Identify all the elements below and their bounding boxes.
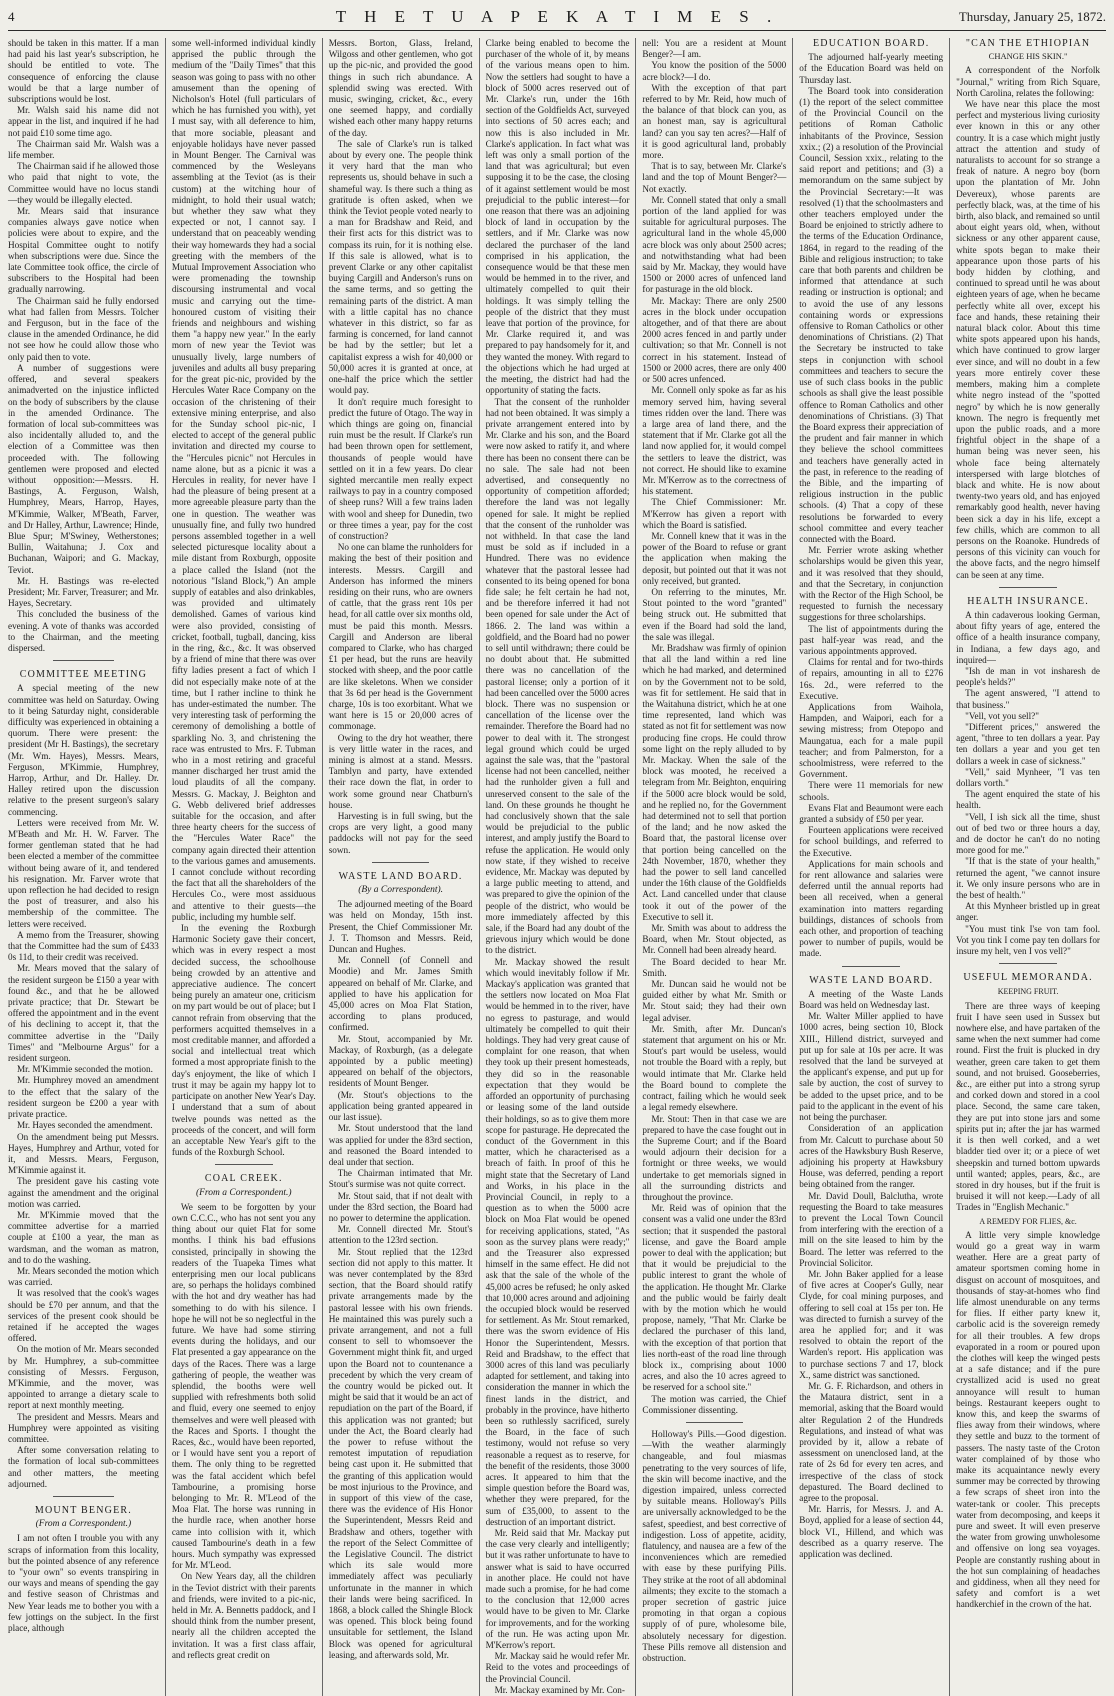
paragraph: The Chairman said Mr. Walsh was a life member. xyxy=(8,138,159,161)
paragraph: "You must tink I'se von tam fool. Vot you tink I come pay ten dollars for insure my helt, ven I vos vell?" xyxy=(956,923,1100,957)
paragraph: A little very simple knowledge would go a great way in warm weather. Here are a great party of amateur sportsmen coming home in disgust on account of mosquitoes, and thousands of stay-at-homes who find life almost unendurable on any terms for flies. If either party knew it, carbolic acid is the sovereign remedy for all their troubles. A few drops evaporated in a room or poured upon the clothes will keep the winged pests at a safe distance; and if the pure crystallized acid is used no great annoyance will result to human beings. Restaurant keepers ought to know this, and keep the swarms of flies away from their windows, where they settle and buzz to the torment of passers. The nasty taste of the Croton water complained of by those who make its acquaintance newly every summer may be corrected by throwing a few scraps of sheet iron into the water-tank or cooler. This precepts water from decomposing, and keeps it pure and sweet. It will even preserve the water from growing unwholesome and offensive on long sea voyages. People are constantly rushing about in the hot sun complaining of headaches and giddiness, when all they need for safety and comfort is a wet handkerchief in the crown of the hat. xyxy=(956,1229,1100,1610)
paragraph: The agent answered, "I attend to that business." xyxy=(956,688,1100,710)
paragraph: Mr. Walter Miller applied to have 1000 acres, being section 10, Block XIII., Hillend district, surveyed and put up for sale at 10s per acre. It was resolved that the land be surveyed at the applicant's expense, and put up for sale by auction, the cost of survey to be added to the upset price, and to be paid to the applicant in the event of his not being the purchaser. xyxy=(799,1011,944,1123)
paragraph: The Chief Commissioner: Mr. M'Kerrow has given a report with which the Board is satisfied. xyxy=(642,497,787,530)
paragraph: The Board took into consideration (1) the report of the select committee of the Provincial Council on the petitions of Roman Catholic inhabitants of the Province, Session xxix.; (2) a resolution of the Provincial Council, Session xxix., relating to the said report and petitions; and (3) a memorandum on the same subject by the Provincial Secretary:—It was resolved (1) that the schoolmasters and other teachers employed under the Board be enjoined to strictly adhere to the terms of the Education Ordinance, 1864, in regard to the reading of the Bible and religious instruction; to take care that both parents and children be informed that attendance at such reading or instruction is optional; and to avoid the use of any lessons containing words or expressions offensive to Roman Catholics or other denominations of Christians. (2) That the Secretary be instructed to take steps in conjunction with school committees and teachers to secure the use of such class books in the public schools as shall give the least possible offence to Roman Catholics and other denominations of Christians. (3) That the Board express their appreciation of the prudent and fair manner in which they believe the school committees and teachers have generally acted in the past, in reference to the reading of the Bible, and the imparting of religious instruction in the public schools. (4) That a copy of these resolutions be forwarded to every school committee and every teacher connected with the Board. xyxy=(799,85,944,544)
section-subheading: CHANGE HIS SKIN." xyxy=(988,51,1068,62)
paragraph: There are three ways of keeping fruit I have seen used in Sussex but nowhere else, and have partaken of the same when the next summer had come round. First the fruit is plucked in dry weather, green care taken to get them sound, and not bruised. Gooseberries, &c., are either put into a strong syrup and corked down and stored in a cool place. Second, the same care taken, they are put into stone jars and some spirits put in; after the jar has warmed it is then well corked, and a wet bladder tied over it; or a piece of wet sheepskin and turned bottom upwards until wanted; apples, pears, &c., are stored in dry houses, but if the fruit is bruised it will not keep.—Lady of all Trades in "English Mechanic." xyxy=(956,1000,1100,1213)
paragraph: Mr. Bradshaw was firmly of opinion that all the land within a red line which he had marked, and determined on by the Government not to be sold, was fit for settlement. He said that in the Waitahuna district, which he at one time represented, land which was stated as not fit for settlement was now producing fine crops. He could throw some light on the reply alluded to by Mr. Mackay. When the sale of the block was mooted, he received a telegram from Mr. Beighton, enquiring if the 5000 acre block would be sold, and he replied no, for the Government had determined not to sell that portion of the land; and he now asked the Board that, the pastoral license over that portion being cancelled on the 24th November, 1870, whether they had the power to sell land cancelled under the 16th clause of the Goldfields Act. Land cancelled under that clause took it out of the power of the Executive to sell it. xyxy=(642,642,787,922)
newspaper-title: T H E T U A P E K A T I M E S . xyxy=(335,7,779,26)
section-heading: EDUCATION BOARD. xyxy=(813,38,930,49)
paragraph: (Mr. Stout's objections to the application being granted appeared in our last issue). xyxy=(328,1089,473,1123)
paragraph: Mr. Reid said that Mr. Mackay put the case very clearly and intelligently; but it was rather unfortunate to have to answer what is said to have occurred in another place. He could not have made such a promise, for he had come to the conclusion that 12,000 acres would have to be given to Mr. Clarke for improvements, and for the working of the run. He was acting upon Mr. M'Kerrow's report. xyxy=(485,1528,630,1651)
paragraph: Mr. Mears said that insurance companies always gave notice when policies were about to expire, and the Hospital Committee ought to notify when subscriptions were due. Since the late Committee took office, the circle of subscribers to the Hospital had been gradually narrowing. xyxy=(8,206,159,295)
paragraph: It don't require much foresight to predict the future of Otago. The way in which things are going on, financial ruin must be the result. If Clarke's run had been thrown open for settlement, thousands of people would have settled on it in a few years. Do clear sighted mercantile men really expect railways to pay in a country composed of sheep runs? Will a few trains laden with wool and sheep for Dunedin, two or three times a year, pay for the cost of construction? xyxy=(328,396,473,541)
paragraph: A thin cadaverous looking German, about fifty years of age, entered the office of a health insurance company, in Indiana, a few days ago, and inquired— xyxy=(956,609,1100,665)
issue-date: Thursday, January 25, 1872. xyxy=(958,9,1106,24)
paragraph: I am not often I trouble you with any scraps of information from this locality, but the pointed absence of any reference to "your own" so events transpiring in our ways and means of spending the gay and festive season of Christmas and New Year leads me to bother you with a few jottings on the subject. In the first place, although xyxy=(8,1533,159,1634)
paragraph: Mr. Connell (of Connell and Moodie) and Mr. James Smith appeared on behalf of Mr. Clarke, and applied to have his application for 45,000 acres on Moa Flat Station, according to plans produced, confirmed. xyxy=(328,955,473,1033)
paragraph: That the consent of the runholder had not been obtained. It was simply a private arrangement entered into by Mr. Clarke and his son, and the Board were now asked to ratify it, and where there has been no consent there can be no sale. The sale had not been advertised, and consequently no opportunity of competition afforded; therefore the land was not legally opened for sale. It might be replied that the consent of the runholder was not withheld. In that case the land must be sold as if included in a Hundred. There was no evidence whatever that the pastoral lessee had consented to its being opened for bona fide sale; he felt certain he had not, and be therefore inferred it had not been opened for sale under the Act of 1866. 2. The land was within a goldfield, and the Board had no power to sell until withdrawn; there could be no doubt about that. He submitted there was no cancellation of the pastoral license; only a portion of it had been cancelled over the 5000 acres block. There was no suspension or cancellation of the license over the remainder. Therefore the Board had no power to deal with it. The strongest legal ground which could be urged against the sale was, that the "pastoral license had not been cancelled, neither had the runholder given a full and unreserved consent to the sale of the land. On these grounds he thought he had conclusively shown that the sale would be prejudicial to the public interest, and amply justify the Board to refuse the application. He would only now state, if they wished to receive evidence, Mr. Mackay was deputed by a large public meeting to attend, and was prepared to give the opinion of the people of the district, who would be more immediately affected by this sale, if the Board had any doubt of the grievous injury which would be done to the district. xyxy=(485,396,630,956)
paragraph: We have near this place the most perfect and mysterious living curiosity ever known in this or any other country. It is a case which might justly attract the attention and study of naturalists to account for so strange a freak of nature. A negro boy (born upon the plantation of Mr. John Devereux), whose parents are perfectly black, was, at the time of his birth, also black, and remained so until about eight years old, when, without sickness or any other apparent cause, white spots began to make their appearance upon those parts of his body hidden by clothing, and continued to spread until he was about eighteen years of age, when he became perfectly white all over, except his face and hands, these retaining their natural black color. About this time white spots appeared upon his hands, which have continued to grow larger ever since, and will no doubt in a few years more entirely cover these members, making him a complete white negro instead of the "spotted negro" by which he is now generally known. The negro is frequently met upon the public roads, and a more frightful object in the shape of a human being was never seen, his whole face being alternately interspersed with large blotches of black and white. He is now about twenty-two years old, and has enjoyed remarkably good health, never having been sick a day in his life, except a few chills, which are common to all persons on the Roanoke. Hundreds of persons of this vicinity can vouch for the above facts, and the negro himself can be seen at any time. xyxy=(956,99,1100,580)
paragraph: "Different prices," answered the agent, "three to ten dollars a year. Pay ten dollars a year and you get ten dollars a week in case of sickness." xyxy=(956,721,1100,766)
section-heading: USEFUL MEMORANDA. xyxy=(963,972,1093,984)
paragraph: There were 11 memorials for new schools. xyxy=(799,780,944,802)
paragraph: Mr. Mears seconded the motion which was carried. xyxy=(8,1265,159,1288)
paragraph: Mr. G. F. Richardson, and others in the Mataura district, sent in a memorial, asking that the Board would alter Regulation 2 of the Hundreds Regulations, and instead of what was provided by it, allow a rebate of assessment on unenclosed land, at the rate of 2s 6d for every ten acres, and irrespective of the class of stock depastured. The Board declined to agree to the proposal. xyxy=(799,1380,944,1503)
paragraph: With the exception of that part referred to by Mr. Reid, how much of the balance of that block can you, as an honest man, say is agricultural land? can you say ten acres?—Half of it is good agricultural land, probably more. xyxy=(642,82,787,161)
paragraph: On referring to the minutes, Mr. Stout pointed to the word "granted" being struck out. He submitted that even if the Board had sold the land, the sale was illegal. xyxy=(642,586,787,642)
section-heading: WASTE LAND BOARD. xyxy=(338,870,463,882)
paragraph: Mr. Connell only spoke as far as his memory served him, having several times ridden over the land. There was a large area of land there, and the statement that if Mr. Clarke got all the land now applied for, it would compel the settlers to leave the district, was not correct. He should like to examine Mr. M'Kerrow as to the correctness of his statement. xyxy=(642,385,787,497)
paragraph: Consideration of an application from Mr. Calcutt to purchase about 50 acres of the Hawksbury Bush Reserve, adjoining his property at Hawksbury House, was deferred, pending a report being obtained from the ranger. xyxy=(799,1123,944,1190)
section-byline: (By a Correspondent). xyxy=(358,885,444,896)
paragraph: A number of suggestions were offered, and several speakers animadverted on the injustice inflicted on the body of subscribers by the clause in the amended Ordinance. The formation of local sub-committees was also incidentally alluded to, and the election of a Committee was then proceeded with. The following gentlemen were proposed and elected without opposition:—Messrs. H. Bastings, A. Ferguson, Walsh, Humphrey, Mears, Harrop, Hayes, M'Kimmie, Walker, M'Beath, Farver, and Dr Halley, Arthur, Lawrence; Hinde, Blue Spur; M'Swiney, Wetherstones; Bullin, Waitahuna; J. Cox and Buchanan, Waipori; and G. Mackay, Teviot. xyxy=(8,362,159,575)
paragraph: The Chairman said he fully endorsed what had fallen from Messrs. Tolcher and Ferguson, but in the face of the clause in the amended Ordinance, he did not see how he could allow those who only paid then to vote. xyxy=(8,295,159,362)
divider xyxy=(842,966,900,967)
paragraph: "Vell," said Mynheer, "I vas ten dollars vorth." xyxy=(956,766,1100,788)
paragraph: "If that is the state of your health," returned the agent, "we cannot insure it. We only insure persons who are in the best of health." xyxy=(956,856,1100,901)
paragraph: We seem to be forgotten by your own C.C.C., who has not sent you any thing about our quiet Flat for some months. I think his bad effusions consisted, principally in showing the readers of the Tuapeka Times what enterprising men our local publicans are, so perhaps the holidays combined with the hot and dry weather has had something to do with his silence. I hope he will not be so neglectful in the future. We have had some stirring events during the holidays, and our Flat presented a gay appearance on the days of the Races. There was a large gathering of people, the weather was splendid, the booths were well supplied with refreshments both solid and fluid, every one seemed to enjoy themselves and were well pleased with the Races and Sports. I thought the Races, &c., would have been reported, or I would have sent you a report of them. The only thing to be regretted was the fatal accident which befel Tambourine, a promising horse belonging to Mr. R. M'Leod of the Moa Flat. The horse was running in the hurdle race, when another horse came into collision with it, which caused Tambourine's death in a few hours. Much sympathy was expressed for Mr. M'Leod. xyxy=(171,1201,316,1571)
paragraph: The sale of Clarke's run is talked about by every one. The people think it very hard that the man who represents us, should behave in such a shameful way. Is there such a thing as gratitude is often asked, when we think the Teviot people voted nearly to a man for Bradshaw and Reid, and their first acts for this district was to compass its ruin, for it is nothing else. If this sale is allowed, what is to prevent Clarke or any other capitalist buying Cargill and Anderson's runs on the same terms, and so getting the remaining parts of the district. A man with a little capital has no chance whatever in this district, so far as farming is concerned, for land cannot be had by the settler; but let a capitalist express a wish for 40,000 or 50,000 acres it is granted at once, at one-half the price which the settler would pay. xyxy=(328,138,473,396)
paragraph: some well-informed individual kindly apprised the public through the medium of the "Daily Times" that this season was going to pass with no other amusement than the opening of Nicholson's Hotel (full particulars of which he has furnished you with), yet I must say, with all deference to him, that more sociable, pleasant and enjoyable holidays have never passed in Mount Benger. The Carnival was commenced by the Wesleyans assembling at the Teviot (as is their custom) at the witching hour of midnight, to hold their usual watch; but whether they saw what they expected or not, I cannot say. I understand that on peaceably wending their way homewards they had a social greeting with the members of the Mutual Improvement Association who were promenading the township discoursing instrumental and vocal music and carrying out the time-honoured custom of visiting their friends and neighbours and wishing them "a happy new year." In the early morn of new year the Teviot was unusually lively, large numbers of juveniles and adults all busy preparing for the great pic-nic, provided by the Hercules Water Race Company on the occasion of the christening of their extensive mining enterprise, and also for the Sunday school pic-nic, I elected to accept of the general public invitation and directed my course to the "Hercules picnic" not Hercules in name alone, but as a picnic it was a Hercules in reality, for never have I had the pleasure of being present at a more agreeable pleasure party than the one in question. The weather was unusually fine, and fully two hundred persons assembled together in a well selected picturesque locality about a mile distant from Roxburgh, opposite a place called the Island (not the notorious "Island Block,") An ample supply of eatables and also drinkables, was provided and ultimately demolished. Games of various kind were also provided, consisting of cricket, football, tugball, dancing, kiss in the ring, &c., &c. It was observed by a friend of mine that there was over fifty ladies present a fact of which I did not especially make note of at the time, but I rather incline to think he has under-estimated the number. The very interesting task of performing the ceremony of demolishing a bottle of sparkling No. 3, and christening the race was entrusted to Mrs. F. Tubman who in a most retiring and graceful manner discharged her trust amid the loud plaudits of all the company. Messrs. G. Mackay, J. Beighton and G. Webb delivered brief addresses suitable for the occasion, and after three hearty cheers for the success of the "Hercules Water Race" the company again directed their attention to the various games and amusements. I cannot conclude without recording the fact that all the shareholders of the Hercules Co., were most assiduous and attentive to their guests—the public, including my humble self. xyxy=(171,38,316,922)
paragraph: Clarke being enabled to become the purchaser of the whole of it, by means of the various means open to him. Now the settlers had sought to have a block of 5000 acres reserved out of Mr. Clarke's run, under the 16th section of the Goldfields Act, surveyed into sections of 50 acres each; and now this is also included in Mr. Clarke's application. In fact what was left was only a small portion of the land that was agricultural; but even supposing it to be the case, the closing of it against settlement would be most prejudicial to the public interest—for one reason that there was an adjoining block of land in occupation by the settlers, and if Mr. Clarke was now declared the purchaser of the land comprised in his application, the consequence would be that these men would be hemmed in to the river, and ultimately compelled to quit their holdings. It was simply telling the people of the district that they must leave that portion of the province, for Mr. Clarke required it, and was prepared to pay handsomely for it, and they wanted the money. With regard to the objections which he had urged at the meeting, the district had had the opportunity of stating the facts. xyxy=(485,38,630,396)
column-2 xyxy=(165,38,322,1696)
divider xyxy=(999,587,1057,588)
section-subheading: KEEPING FRUIT. xyxy=(997,987,1059,997)
paragraph: Mr. M'Kimmie seconded the motion. xyxy=(17,1064,153,1075)
divider xyxy=(372,862,430,863)
divider xyxy=(53,660,113,661)
paragraph: nell: You are a resident at Mount Benger?—I am. xyxy=(642,38,787,60)
paragraph: The Chairman intimated that Mr. Stout's surmise was not quite correct. xyxy=(328,1168,473,1190)
section-heading: HEALTH INSURANCE. xyxy=(967,595,1089,607)
column-5 xyxy=(635,38,792,1696)
paragraph: Mr. Mackay: There are only 2500 acres in the block under occupation altogether, and of that there are about 2000 acres fenced in and partly under cultivation; so that Mr. Connell is not correct in his statement. Instead of 1500 or 2000 acres, there are only 400 or 500 acres unfenced. xyxy=(642,295,787,385)
paragraph: Mr. M'Kimmie moved that the committee advertise for a married couple at £100 a year, the man as wardsman, and the woman as matron, and to do the washing. xyxy=(8,1209,159,1265)
paragraph: Mr. Smith was about to address the Board, when Mr. Stout objected, as Mr. Connell had been already heard. xyxy=(642,923,787,956)
paragraph: Mr. Mears moved that the salary of the resident surgeon be £150 a year with found &c., and that he be allowed private practice; that Dr. Stewart be offered the appointment and in the event of his declining to accept it, that the committee advertise in the "Daily Times" and "Melbourne Argus" for a resident surgeon. xyxy=(8,963,159,1064)
paragraph: Mr. Walsh said his name did not appear in the list, and inquired if he had not paid £10 some time ago. xyxy=(8,105,159,138)
paragraph: After some conversation relating to the formation of local sub-committees and other matters, the meeting adjourned. xyxy=(8,1445,159,1489)
paragraph: Mr. John Baker applied for a lease of five acres at Cooper's Gully, near Clyde, for coal mining purposes, and offering to sell coal at 15s per ton. He was directed to furnish a survey of the area he applied for; and it was resolved to obtain the report of the Warden's report. His application was to purchase sections 7 and 17, block X., same district was sanctioned. xyxy=(799,1268,944,1380)
paragraph: Mr. Humphrey moved an amendment to the effect that the salary of the resident surgeon be £200 a year with private practice. xyxy=(8,1075,159,1120)
paragraph: Applications for main schools and for rent allowance and salaries were deferred until the annual reports had been all received, when a general examination into matters regarding buildings, distances of schools from each other, and proportion of teaching power to number of pupils, would be made. xyxy=(799,858,944,959)
paragraph: At this Mynheer bristled up in great anger. xyxy=(956,901,1100,923)
paragraph: The list of appointments during the past half-year was read, and the various appointments approved. xyxy=(799,623,944,656)
paragraph: The president and Messrs. Mears and Humphrey were appointed as visiting committee. xyxy=(8,1411,159,1444)
paragraph: Mr. Stout said, that if not dealt with under the 83rd section, the Board had no power to determine the application. xyxy=(328,1190,473,1223)
paragraph: Mr. Reid was of opinion that the consent was a valid one under the 83rd section; that it suspended the pastoral license, and gave the Board ample power to deal with the application; but that it would be prejudicial to the public interest to grant the whole of the application. He thought Mr. Clarke and the public would be fairly dealt with by the motion which he would propose, namely, "That Mr. Clarke be declared the purchaser of this land, with the exception of that portion that lies north-east of the road line through block ix., comprising about 1000 acres, and also the 10 acres agreed to be reserved for a school site." xyxy=(642,1203,787,1393)
paragraph: Mr. Mackay examined by Mr. Con- xyxy=(494,1684,625,1695)
divider xyxy=(215,1164,273,1165)
section-heading: COAL CREEK. xyxy=(204,1173,283,1185)
section-byline: (From a Correspondent.) xyxy=(195,1187,292,1198)
paragraph: A meeting of the Waste Lands Board was held on Wednesday last. xyxy=(799,988,944,1011)
paragraph: The president gave his casting vote against the amendment and the original motion was carried. xyxy=(8,1176,159,1209)
paragraph: The agent enquired the state of his health. xyxy=(956,789,1100,811)
page-number: 4 xyxy=(8,9,15,24)
paragraph: You know the position of the 5000 acre block?—I do. xyxy=(642,60,787,82)
paragraph: Mr. Harris, for Messrs. J. and A. Boyd, applied for a lease of section 44, block VI., Hillend, and which was described as a quarry reserve. The application was declined. xyxy=(799,1504,944,1560)
paragraph: Mr. Stout replied that the 123rd section did not apply to this matter. It was never contemplated by the 83rd section, that the Board should ratify private arrangements made by the pastoral lessee with his own friends. He maintained this was purely such a private arrangement, and not a full consent to sell to whomsoever the Government might think fit, and urged upon the Board not to countenance a precedent by which the very cream of the country would be picked out. It might be said that it would be an act of repudiation on the part of the Board, if this application was not granted; but under the Act, the Board clearly had the power to refuse without the remotest imputation of repudiation being cast upon it. He submitted that the granting of this application would be most injurious to the Province, and in support of this view of the case, there was the evidence of His Honor the Superintendent, Messrs Reid and Bradshaw and others, together with the report of the Select Committee of the Legislative Council. The district which its sale would more immediately affect was peculiarly unfortunate in the manner in which their lands were being sacrificed. In 1868, a block called the Shingle Block was opened. This block being found unsuitable for settlement, the Island Block was opened for agricultural leasing, and afterwards sold, Mr. xyxy=(328,1246,473,1660)
paragraph: Mr. Duncan said he would not be guided either by what Mr. Smith or Mr. Stout said; they had their own legal adviser. xyxy=(642,979,787,1023)
paragraph: Owing to the dry hot weather, there is very little water in the races, and mining is almost at a stand. Messrs. Tamblyn and party, have extended their race down the flat, in order to work some ground near Chatburn's house. xyxy=(328,732,473,810)
paragraph: "Vell, I ish sick all the time, shust out of bed two or three hours a day, and de doctor he can't do no noting more good for me." xyxy=(956,811,1100,856)
paragraph: Mr. Connell stated that only a small portion of the land applied for was suitable for agricultural purposes. The agricultural land in the whole 45,000 acre block was only about 2500 acres; and notwithstanding what had been said by Mr. Mackay, they would have 1500 or 2000 acres of unfenced land for pasturage in the old block. xyxy=(642,194,787,295)
masthead xyxy=(8,4,1106,31)
column-7 xyxy=(949,38,1106,1696)
section-subheading: A REMEDY FOR FLIES, &c. xyxy=(979,1216,1077,1226)
column-4 xyxy=(479,38,636,1696)
paragraph: Mr. Stout, accompanied by Mr. Mackay, of Roxburgh, (as a delegate appointed by a public meeting) appeared on behalf of the objectors, residents of Mount Benger. xyxy=(328,1033,473,1089)
paragraph: The motion was carried, the Chief Commissioner dissenting. xyxy=(642,1393,787,1415)
paragraph: A special meeting of the new committee was held on Saturday. Owing to it being Saturday night, considerable difficulty was experienced in obtaining a quorum. There were present: the president (Mr H. Bastings), the secretary (Mr. Wm. Hayes), Messrs. Mears, Ferguson, M'Kimmie, Humphrey, Harrop, Arthur, and Dr. Halley. Dr. Halley retired upon the discussion relative to the present surgeon's salary commencing. xyxy=(8,683,159,817)
paragraph: Mr. Stout: Then in that case we are prepared to have the case fought out in the Supreme Court; and if the Board would adjourn their decision for a fortnight or three weeks, we would undertake to get memorials signed in all the surrounding districts and throughout the province. xyxy=(642,1113,787,1202)
paragraph: This concluded the business of the evening. A vote of thanks was accorded to the Chairman, and the meeting dispersed. xyxy=(8,609,159,653)
divider xyxy=(999,963,1057,964)
paragraph: Mr. H. Bastings was re-elected President; Mr. Farver, Treasurer; and Mr. Hayes, Secretary. xyxy=(8,575,159,609)
paragraph: The adjourned half-yearly meeting of the Education Board was held on Thursday last. xyxy=(799,52,944,85)
paragraph: On the motion of Mr. Mears seconded by Mr. Humphrey, a sub-committee consisting of Messrs. Ferguson, M'Kimmie, and the mover, was appointed to arrange a dietary scale to report at next monthly meeting. xyxy=(8,1344,159,1411)
divider xyxy=(53,1496,113,1497)
paragraph: Mr. Smith, after Mr. Duncan's statement that argument on his or Mr. Stout's part would be useless, would not trouble the Board with a reply, but would intimate that Mr. Clarke held the Board bound to complete the contract, failing which he would seek a legal remedy elsewhere. xyxy=(642,1023,787,1113)
section-heading: WASTE LAND BOARD. xyxy=(809,974,934,986)
paragraph: No one can blame the runholders for making the best of their position and interests. Messrs. Cargill and Anderson has informed the miners residing on their runs, who are owners of cattle, that the grass rent 10s per head, for all cattle over six months old, must be paid this month. Messrs. Cargill and Anderson are liberal compared to Clarke, who has charged £1 per head, but the runs are heavily stocked with sheep, and the poor cattle are like skeletons. When we consider that 3s 6d per head is the Government charge, 10s is too exorbitant. What we want here is 15 or 20,000 acres of commonage. xyxy=(328,542,473,732)
paragraph: Letters were received from Mr. W. M'Beath and Mr. H. W. Farver. The former gentleman stated that he had been elected a member of the committee without being aware of it, and tendered his resignation. Mr. Farver wrote that upon reflection he had decided to resign the post of treasurer, and also his membership of the committee. The letters were received. xyxy=(8,817,159,929)
section-heading: COMMITTEE MEETING xyxy=(19,669,148,681)
paragraph: Applications from Waihola, Hampden, and Waipori, each for a sewing mistress; from Otepopo and Maungatua, each for a male pupil teacher; and from Palmerston, for a schoolmistress, were referred to the Government. xyxy=(799,701,944,780)
paragraph: Mr. Hayes seconded the amendment. xyxy=(17,1120,153,1131)
columns xyxy=(8,38,1106,1695)
paragraph: On New Years day, all the children in the Teviot district with their parents and friends, were invited to a pic-nic, held in Mr. A. Bennetts paddock, and I should think from the number present, nearly all the children accepted the invitation. It was a first class affair, and reflects great credit on xyxy=(171,1571,316,1660)
paragraph: The Chairman said if he allowed those who paid that night to vote, the Committee would have no locus standi —they would be illegally elected. xyxy=(8,161,159,205)
paragraph: Mr. Connell knew that it was in the power of the Board to refuse or grant the application when making the deposit, but pointed out that it was not only received, but granted. xyxy=(642,530,787,586)
paragraph: The adjourned meeting of the Board was held on Monday, 15th inst. Present, the Chief Commissioner Mr. J. T. Thomson and Messrs. Reid, Duncan and Hughes. xyxy=(328,899,473,955)
paragraph: Messrs. Borton, Glass, Ireland, Wilgoss and other gentlemen, who got up the pic-nic, and provided the good things in such rich abundance. A splendid swing was erected. With music, swinging, cricket, &c., every one seemed happy, and cordially wished each other many happy returns of the day. xyxy=(328,38,473,138)
paragraph: That is to say, between Mr. Clarke's land and the top of Mount Benger?—Not exactly. xyxy=(642,161,787,194)
column-6 xyxy=(792,38,949,1696)
paragraph: Mr. Stout understood that the land was applied for under the 83rd section, and reasoned the Board intended to deal under that section. xyxy=(328,1123,473,1167)
paragraph: Evans Flat and Beaumont were each granted a subsidy of £50 per year. xyxy=(799,802,944,825)
divider xyxy=(686,1422,744,1423)
paragraph: Mr. Mackay said he would refer Mr. Reid to the votes and proceedings of the Provincial Council. xyxy=(485,1651,630,1684)
paragraph: Mr. Ferrier wrote asking whether scholarships would be given this year, and it was resolved that they should, and that the Secretary, in conjunction with the Rector of the High School, be requested to furnish the necessary suggestions for three scholarships. xyxy=(799,545,944,623)
paragraph: Mr. Mackay showed the result which would inevitably follow if Mr. Mackay's application was granted that the settlers now located on Moa Flat would be hemmed in to the river, have no egress to pasturage, and would ultimately be compelled to quit their holdings. They had very great cause of complaint for one reason, that when they took up their present homesteads, they did so in the reasonable expectation that they would be afforded an opportunity of purchasing or leasing some of the land outside their holdings, so as to give them more scope for pasturage. He deprecated the conduct of the Government in this matter, which he characterised as a breach of faith. In proof of this he might state that the Secretary of Land and Works, in his place in the Provincial Council, in reply to a question as to when the 5000 acre block on Moa Flat would be opened for receiving applications, stated, "As soon as the survey plans were ready;" and the Treasurer also expressed himself in the same effect. He did not ask that the sale of the whole of the 45,000 acres be refused; he only asked that 10,000 acres around and adjoining the occupied block would be reserved for settlement. As Mr. Stout remarked, there was the sworn evidence of His Honor the Superintendent, Messrs. Reid and Bradshaw, to the effect that 3000 acres of this land was peculiarly adapted for settlement, and taking into consideration the manner in which the finest lands in the district, and probably in the province, have hitherto been so ruthlessly sacrificed, surely the Board, in the face of such testimony, would not refuse so very reasonable a request as to reserve, for the benefit of the residents, those 3000 acres. It appeared to him that the simple question before the Board was, whether they were prepared, for the sum of £35,000, to assent to the destruction of an important district. xyxy=(485,956,630,1527)
paragraph: Mr. Connell directed Mr. Stout's attention to the 123rd section. xyxy=(328,1224,473,1246)
section-byline: (From a Correspondent.) xyxy=(35,1519,132,1530)
column-1 xyxy=(8,38,165,1696)
paragraph: "Vell, vot you sell?" xyxy=(965,710,1039,721)
paragraph: On the amendment being put Messrs. Hayes, Humphrey and Arthur, voted for it, and Messrs. Mears, Ferguson, M'Kimmie against it. xyxy=(8,1131,159,1176)
column-3 xyxy=(322,38,479,1696)
paragraph: Fourteen applications were received for school buildings, and referred to the Executive. xyxy=(799,825,944,858)
paragraph: The Board decided to hear Mr. Smith. xyxy=(642,956,787,978)
paragraph: A memo from the Treasurer, showing that the Committee had the sum of £433 0s 11d, to their credit was received. xyxy=(8,929,159,963)
paragraph: Mr. David Doull, Balclutha, wrote requesting the Board to take measures to prevent the Local Town Council from interfering with the erection of a mill on the site leased to him by the Board. The letter was referred to the Provincial Solicitor. xyxy=(799,1190,944,1268)
paragraph: It was resolved that the cook's wages should be £70 per annum, and that the services of the present cook should be retained if he accepted the wages offered. xyxy=(8,1288,159,1344)
section-heading: "CAN THE ETHIOPIAN xyxy=(965,38,1091,49)
paragraph: Harvesting is in full swing, but the crops are very light, a good many paddocks will not pay for the seed sown. xyxy=(328,811,473,855)
advertisement: Holloway's Pills.—Good digestion.—With the weather alarmingly changeable, and foul miasmas penetrating to the very sources of life, the skin will become inactive, and the digestion impaired, unless corrected by suitable means. Holloway's Pills are universally acknowledged to be the safest, speediest, and best corrective of indigestion. Loss of appetite, acidity, flatulency, and nausea are a few of the inconveniences which are remedied with ease by these purifying Pills. They strike at the root of all abdominal ailments; they excite to the stomach a proper secretion of gastric juice promoting in that organ a copious supply of of pure, wholesome bile, absolutely necessary for digestion. These Pills remove all distension and obstruction. xyxy=(642,1428,787,1664)
paragraph: Claims for rental and for two-thirds of repairs, amounting in all to £276 16s. 2d., were referred to the Executive. xyxy=(799,657,944,701)
paragraph: "Ish de man in vot insharesh de people's helds?" xyxy=(956,665,1100,688)
paragraph: A correspondent of the Norfolk "Journal," writing from Rich Square, North Carolina, relates the following: xyxy=(956,65,1100,98)
paragraph: should be taken in this matter. If a man had paid his last year's subscription, he should be entitled to vote. The consequence of enforcing the clause would be that a large number of subscriptions would be lost. xyxy=(8,38,159,105)
section-heading: MOUNT BENGER. xyxy=(34,1505,132,1516)
paragraph: In the evening the Roxburgh Harmonic Society gave their concert, which was in every respect a most decided success, the schoolhouse being crowded by an attentive and appreciative audience. The concert being purely an amateur one, criticism on my part would be out of place; but I cannot refrain from observing that the performers acquitted themselves in a most creditable manner, and afforded a social and intellectual treat which formed a most appropriate finish to the day's enjoyment, the like of which I trust it may be again my happy lot to participate on another New Year's Day. I understand that a sum of about twelve pounds was netted as the proceeds of the concert, and will form an acceptable New Year's gift to the funds of the Roxburgh School. xyxy=(171,923,316,1158)
